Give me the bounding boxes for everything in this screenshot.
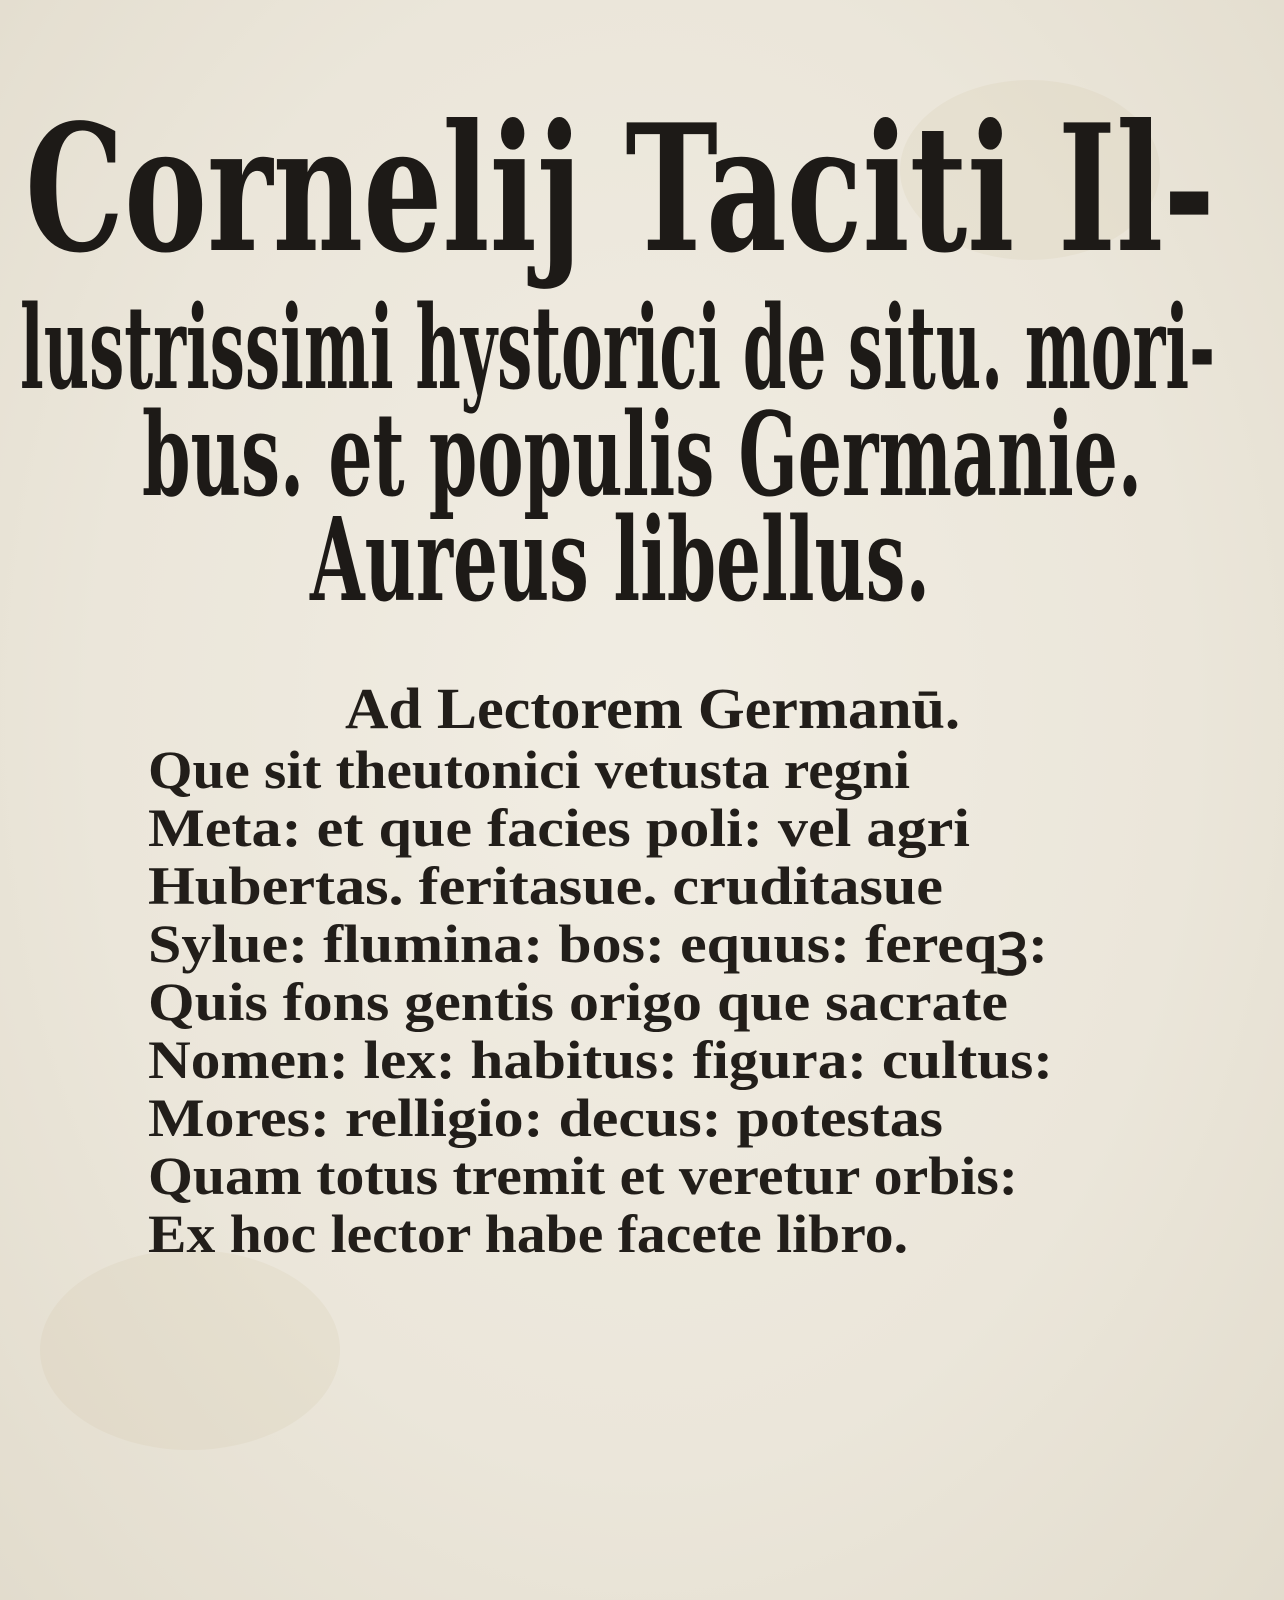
verse-block (148, 740, 1053, 1264)
title-line-1: Cornelij Taciti Il- (25, 87, 1215, 292)
title-block (20, 87, 1215, 628)
verse-line: Hubertas. feritasue. cruditasue (148, 856, 943, 916)
title-line-4: Aureus libellus. (309, 493, 930, 628)
verse-line: Nomen: lex: habitus: figura: cultus: (148, 1030, 1053, 1090)
verse-line: Quam totus tremit et veretur orbis: (148, 1146, 1019, 1206)
verse-line: Quis fons gentis origo que sacrate (148, 972, 1008, 1032)
dedication-heading: Ad Lectorem Germanū. (345, 676, 960, 741)
verse-line: Que sit theutonici vetusta regni (148, 740, 910, 800)
verse-line: Mores: relligio: decus: potestas (148, 1088, 943, 1148)
title-line-3: bus. et populis Germanie. (142, 388, 1142, 523)
verse-line: Meta: et que facies poli: vel agri (148, 798, 970, 858)
verse-line: Ex hoc lector habe facete libro. (148, 1204, 908, 1264)
verse-line: Sylue: flumina: bos: equus: fereqꝫ: (148, 914, 958, 974)
title-line-2: lustrissimi hystorici de situ. mori- (20, 281, 1215, 416)
